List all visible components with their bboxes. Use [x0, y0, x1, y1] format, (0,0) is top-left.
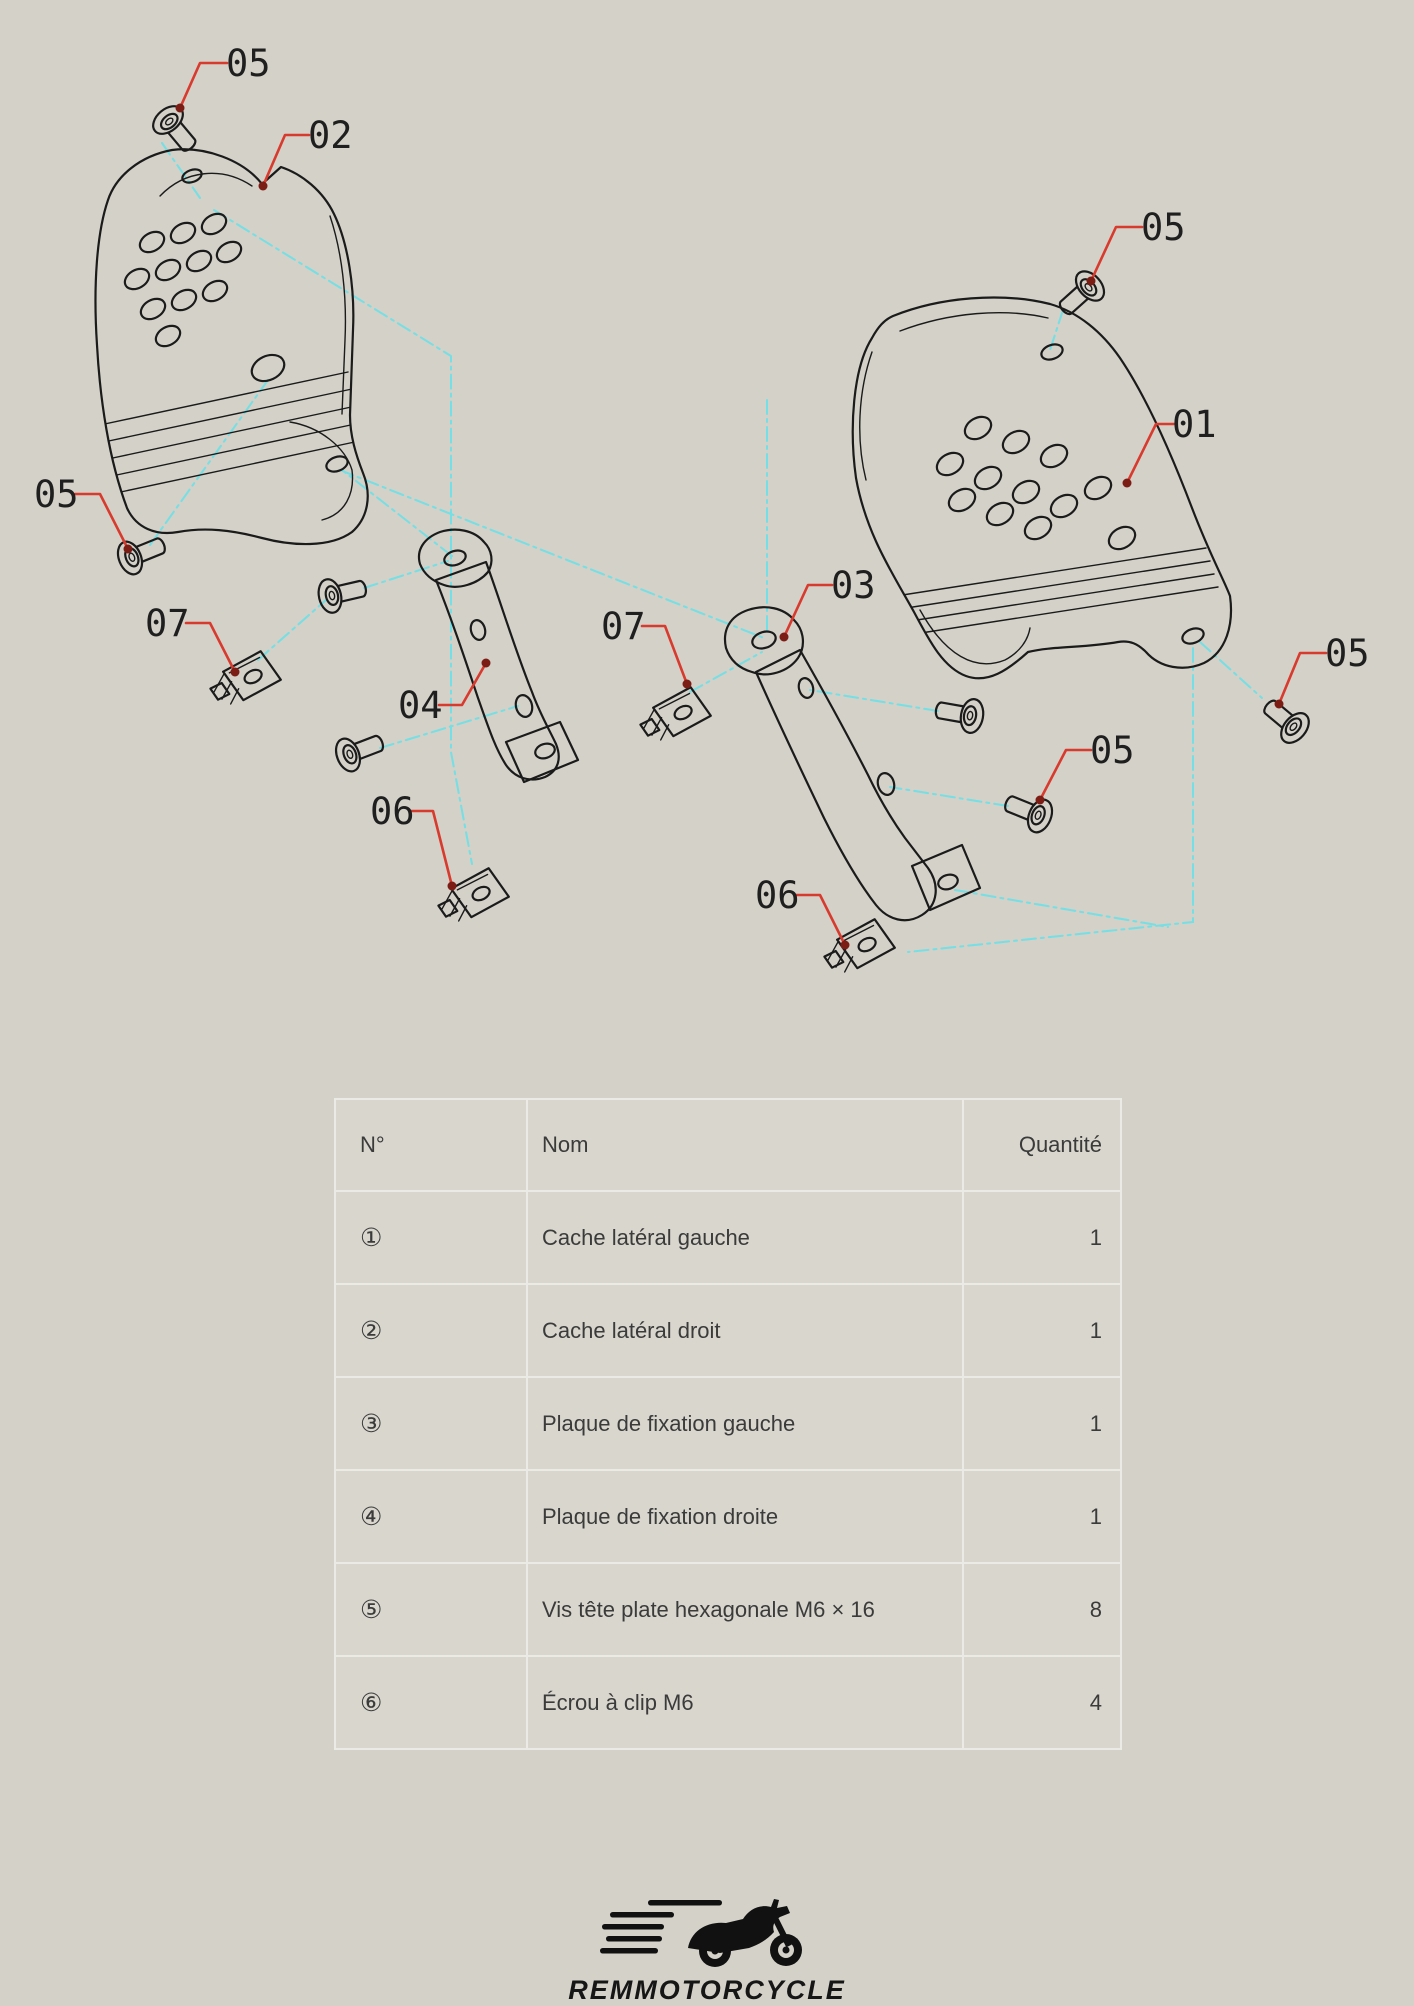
col-header-num: N°	[335, 1099, 527, 1191]
part-number: ⑥	[335, 1656, 527, 1749]
part-clip-nut-06-left	[434, 866, 511, 923]
part-name: Plaque de fixation droite	[527, 1470, 963, 1563]
part-qty: 4	[963, 1656, 1121, 1749]
part-number: ③	[335, 1377, 527, 1470]
part-clip-nut-06-right	[820, 917, 897, 974]
col-header-qty: Quantité	[963, 1099, 1121, 1191]
callout-07-right: 07	[601, 605, 646, 648]
table-row	[335, 1563, 1121, 1656]
col-header-name: Nom	[527, 1099, 963, 1191]
callout-06-left: 06	[370, 790, 415, 833]
table-header-row	[335, 1099, 1121, 1191]
callout-05-top-right: 05	[1141, 206, 1186, 249]
table-row	[335, 1191, 1121, 1284]
callout-06-right: 06	[755, 874, 800, 917]
part-left-side-cover	[95, 149, 367, 544]
part-qty: 8	[963, 1563, 1121, 1656]
parts-table	[334, 1098, 1122, 1750]
part-name: Cache latéral gauche	[527, 1191, 963, 1284]
callout-05-far-right: 05	[1325, 632, 1370, 675]
part-qty: 1	[963, 1284, 1121, 1377]
table-row	[335, 1656, 1121, 1749]
assembly-lines	[150, 143, 1262, 952]
callout-05-top-left: 05	[226, 42, 271, 85]
screw-05-right-lower	[1000, 787, 1057, 836]
callout-05-left: 05	[34, 473, 79, 516]
motorcycle-icon	[590, 1896, 825, 1968]
screw-05-left-bottom	[332, 726, 389, 775]
part-qty: 1	[963, 1191, 1121, 1284]
callout-04: 04	[398, 684, 443, 727]
part-right-side-cover	[853, 298, 1231, 679]
screw-05-far-right	[1256, 692, 1314, 749]
part-clip-07-left	[206, 649, 283, 706]
callout-05-mid-right: 05	[1090, 729, 1135, 772]
table-row	[335, 1377, 1121, 1470]
brand-logo	[0, 1896, 1414, 2006]
callout-03: 03	[831, 564, 876, 607]
brand-name: REMMOTORCYCLE	[568, 1975, 846, 2005]
part-number: ①	[335, 1191, 527, 1284]
part-name: Écrou à clip M6	[527, 1656, 963, 1749]
part-number: ④	[335, 1470, 527, 1563]
screw-05-top-right	[1052, 266, 1110, 323]
left-cover-holes	[121, 167, 349, 474]
callout-07-left: 07	[145, 602, 190, 645]
part-name: Plaque de fixation gauche	[527, 1377, 963, 1470]
table-row	[335, 1284, 1121, 1377]
screw-05-right-mid	[933, 693, 986, 735]
screw-05-left-mid	[315, 571, 369, 615]
callout-01: 01	[1172, 403, 1217, 446]
part-left-bracket	[419, 530, 578, 782]
part-name: Cache latéral droit	[527, 1284, 963, 1377]
part-number: ⑤	[335, 1563, 527, 1656]
callout-02: 02	[308, 114, 353, 157]
part-clip-07-right	[636, 685, 713, 742]
part-name: Vis tête plate hexagonale M6 × 16	[527, 1563, 963, 1656]
right-cover-holes	[933, 342, 1206, 647]
table-row	[335, 1470, 1121, 1563]
callout-labels	[34, 42, 1370, 917]
part-number: ②	[335, 1284, 527, 1377]
part-qty: 1	[963, 1377, 1121, 1470]
leader-lines	[75, 63, 1326, 950]
part-qty: 1	[963, 1470, 1121, 1563]
